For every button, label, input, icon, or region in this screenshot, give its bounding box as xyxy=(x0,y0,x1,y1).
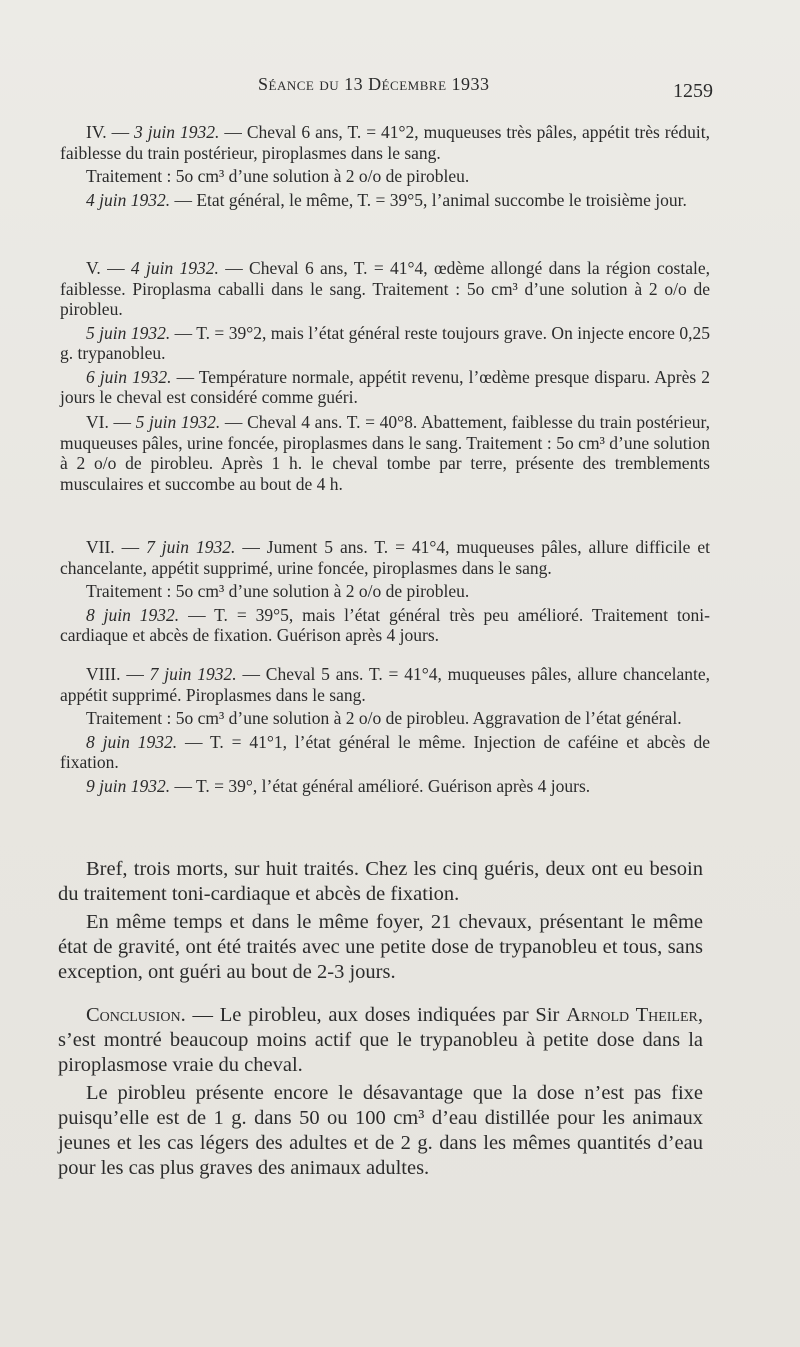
case-paragraph xyxy=(60,537,710,578)
case-paragraph xyxy=(60,122,710,163)
conclusion-section xyxy=(58,1003,703,1181)
case-text: — Cheval 6 ans, T. = 41°2, muqueuses très pâles, appétit très réduit, faiblesse du train postérieur, piroplasmes dans le sang. xyxy=(60,122,710,163)
case-number: VIII. — xyxy=(86,664,150,684)
case-date: 6 juin 1932. xyxy=(86,366,172,387)
case-text: — T. = 39°5, mais l’état général très peu amélioré. Traitement toni-cardiaque et abcès de fixation. Guérison après 4 jours. xyxy=(60,604,710,645)
case-text: — T. = 39°2, mais l’état général reste toujours grave. On injecte encore 0,25 g. trypanobleu. xyxy=(60,322,710,363)
case-number: VI. — xyxy=(86,412,136,432)
case-paragraph xyxy=(60,708,710,729)
conclusion-text: , s’est montré beaucoup moins actif que le trypanobleu à petite dose dans la piroplasmose vraie du cheval. xyxy=(58,1004,703,1076)
summary-section xyxy=(58,857,703,985)
case-date: 5 juin 1932. xyxy=(135,412,221,432)
case-date: 8 juin 1932. xyxy=(86,604,180,625)
conclusion-text: — Le pirobleu, aux doses indiquées par Sir xyxy=(185,1004,567,1026)
case-text: Traitement : 5o cm³ d’une solution à 2 o/o de pirobleu. Aggravation de l’état général. xyxy=(86,708,682,728)
conclusion-label: Conclusion. xyxy=(86,1004,186,1026)
case-date: 7 juin 1932. xyxy=(146,537,236,557)
case-paragraph xyxy=(60,732,710,773)
author-name: Arnold Theiler xyxy=(566,1004,698,1026)
case-paragraph xyxy=(60,581,710,602)
case-date: 4 juin 1932. xyxy=(86,189,171,210)
case-paragraph xyxy=(60,166,710,187)
case-date: 8 juin 1932. xyxy=(86,731,178,752)
case-number: V. — xyxy=(86,258,131,278)
summary-paragraph: En même temps et dans le même foyer, 21 chevaux, présentant le même état de gravité, ont été traités avec une petite dose de trypanobleu et tous, sans exception, ont guéri au bout de 2-3 jours. xyxy=(58,911,703,983)
case-text: — Température normale, appétit revenu, l’œdème presque disparu. Après 2 jours le cheval est considéré comme guéri. xyxy=(60,366,710,407)
case-date: 4 juin 1932. xyxy=(130,258,219,278)
summary-paragraph: Bref, trois morts, sur huit traités. Chez les cinq guéris, deux ont eu besoin du traitement toni-cardiaque et abcès de fixation. xyxy=(58,858,703,905)
case-vi xyxy=(60,412,710,494)
case-date: 5 juin 1932. xyxy=(86,322,171,343)
case-viii xyxy=(60,664,710,796)
case-text: — T. = 39°, l’état général amélioré. Guérison après 4 jours. xyxy=(170,775,591,796)
case-number: IV. — xyxy=(86,122,135,142)
case-date: 3 juin 1932. xyxy=(134,122,220,142)
conclusion-paragraph xyxy=(58,1003,703,1078)
case-paragraph xyxy=(60,190,710,211)
case-date: 9 juin 1932. xyxy=(86,775,171,796)
case-paragraph xyxy=(60,367,710,408)
case-text: — Cheval 6 ans, T. = 41°4, œdème allongé dans la région costale, faiblesse. Piroplasma caballi dans le sang. Traitement : 5o cm³ d’une solution à 2 o/o de pirobleu. xyxy=(60,258,710,319)
case-v xyxy=(60,258,710,408)
case-number: VII. — xyxy=(86,537,147,557)
case-paragraph xyxy=(60,776,710,797)
case-text: Traitement : 5o cm³ d’une solution à 2 o/o de pirobleu. xyxy=(86,166,470,186)
case-paragraph xyxy=(60,323,710,364)
running-head: Séance du 13 Décembre 1933 xyxy=(258,74,490,94)
case-text: — Jument 5 ans. T. = 41°4, muqueuses pâles, allure difficile et chancelante, appétit supprimé, urine foncée, piroplasmes dans le sang. xyxy=(60,537,710,578)
conclusion-paragraph: Le pirobleu présente encore le désavantage que la dose n’est pas fixe puisqu’elle est de 1 g. dans 50 ou 100 cm³ d’eau distillée pour les animaux jeunes et les cas légers des adultes et de 2 g. dans les mêmes quantités d’eau pour les cas plus graves des animaux adultes. xyxy=(58,1082,703,1179)
case-paragraph xyxy=(60,412,710,494)
case-paragraph xyxy=(60,258,710,320)
case-date: 7 juin 1932. xyxy=(149,664,237,684)
case-text: Traitement : 5o cm³ d’une solution à 2 o/o de pirobleu. xyxy=(86,581,470,601)
case-text: — Etat général, le même, T. = 39°5, l’animal succombe le troisième jour. xyxy=(170,189,687,210)
case-vii xyxy=(60,537,710,646)
case-text: — Cheval 4 ans. T. = 40°8. Abattement, faiblesse du train postérieur, muqueuses pâles, urine foncée, piroplasmes dans le sang. Traitement : 5o cm³ d’une solution à 2 o/o de pirobleu. Après 1 h. le cheval tombe par terre, présente des tremblements musculaires et succombe au bout de 4 h. xyxy=(60,412,710,494)
case-iv xyxy=(60,122,710,210)
case-paragraph xyxy=(60,664,710,705)
case-paragraph xyxy=(60,605,710,646)
page-number: 1259 xyxy=(673,80,713,102)
case-text: — Cheval 5 ans. T. = 41°4, muqueuses pâles, allure chancelante, appétit supprimé. Piroplasmes dans le sang. xyxy=(60,664,710,705)
case-text: — T. = 41°1, l’état général le même. Injection de caféine et abcès de fixation. xyxy=(60,731,710,772)
